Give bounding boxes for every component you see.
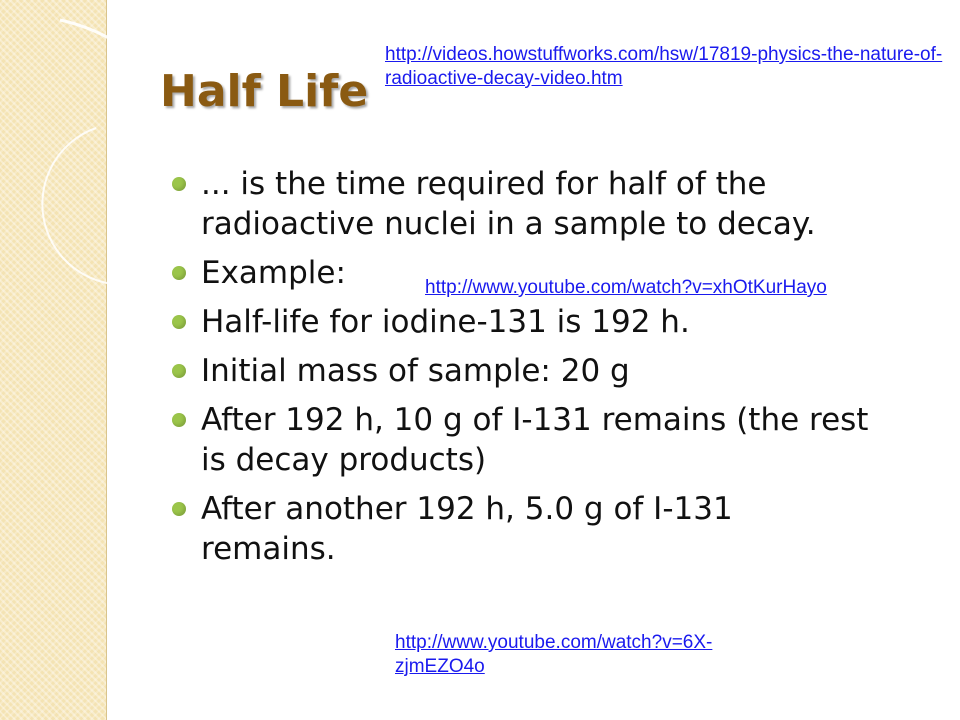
video-link-youtube-example[interactable]: http://www.youtube.com/watch?v=xhOtKurHayo <box>425 277 827 298</box>
slide-title: Half Life <box>160 66 369 117</box>
bullet-marker-icon <box>172 177 186 191</box>
bullet-marker-icon <box>172 266 186 280</box>
video-link-youtube-bottom[interactable]: http://www.youtube.com/watch?v=6X-zjmEZO4o <box>395 632 713 677</box>
bullet-text: Half-life for iodine-131 is 192 h. <box>201 304 690 340</box>
bullet-list <box>172 164 872 578</box>
bullet-item <box>172 164 872 244</box>
bullet-marker-icon <box>172 413 186 427</box>
bullet-marker-icon <box>172 502 186 516</box>
bullet-text: Example: <box>201 255 346 291</box>
bullet-item <box>172 302 872 342</box>
bullet-text: Initial mass of sample: 20 g <box>201 353 630 389</box>
bullet-text: After 192 h, 10 g of I-131 remains (the rest is decay products) <box>201 402 869 478</box>
bullet-marker-icon <box>172 364 186 378</box>
bullet-text: ... is the time required for half of the radioactive nuclei in a sample to decay. <box>201 166 816 242</box>
video-link-howstuffworks[interactable]: http://videos.howstuffworks.com/hsw/17819-physics-the-nature-of-radioactive-decay-video.htm <box>385 44 943 89</box>
decorative-side-band <box>0 0 107 720</box>
bullet-text: After another 192 h, 5.0 g of I-131 remains. <box>201 491 733 567</box>
bullet-item <box>172 351 872 391</box>
bullet-item <box>172 489 872 569</box>
bullet-marker-icon <box>172 315 186 329</box>
bullet-item <box>172 400 872 480</box>
